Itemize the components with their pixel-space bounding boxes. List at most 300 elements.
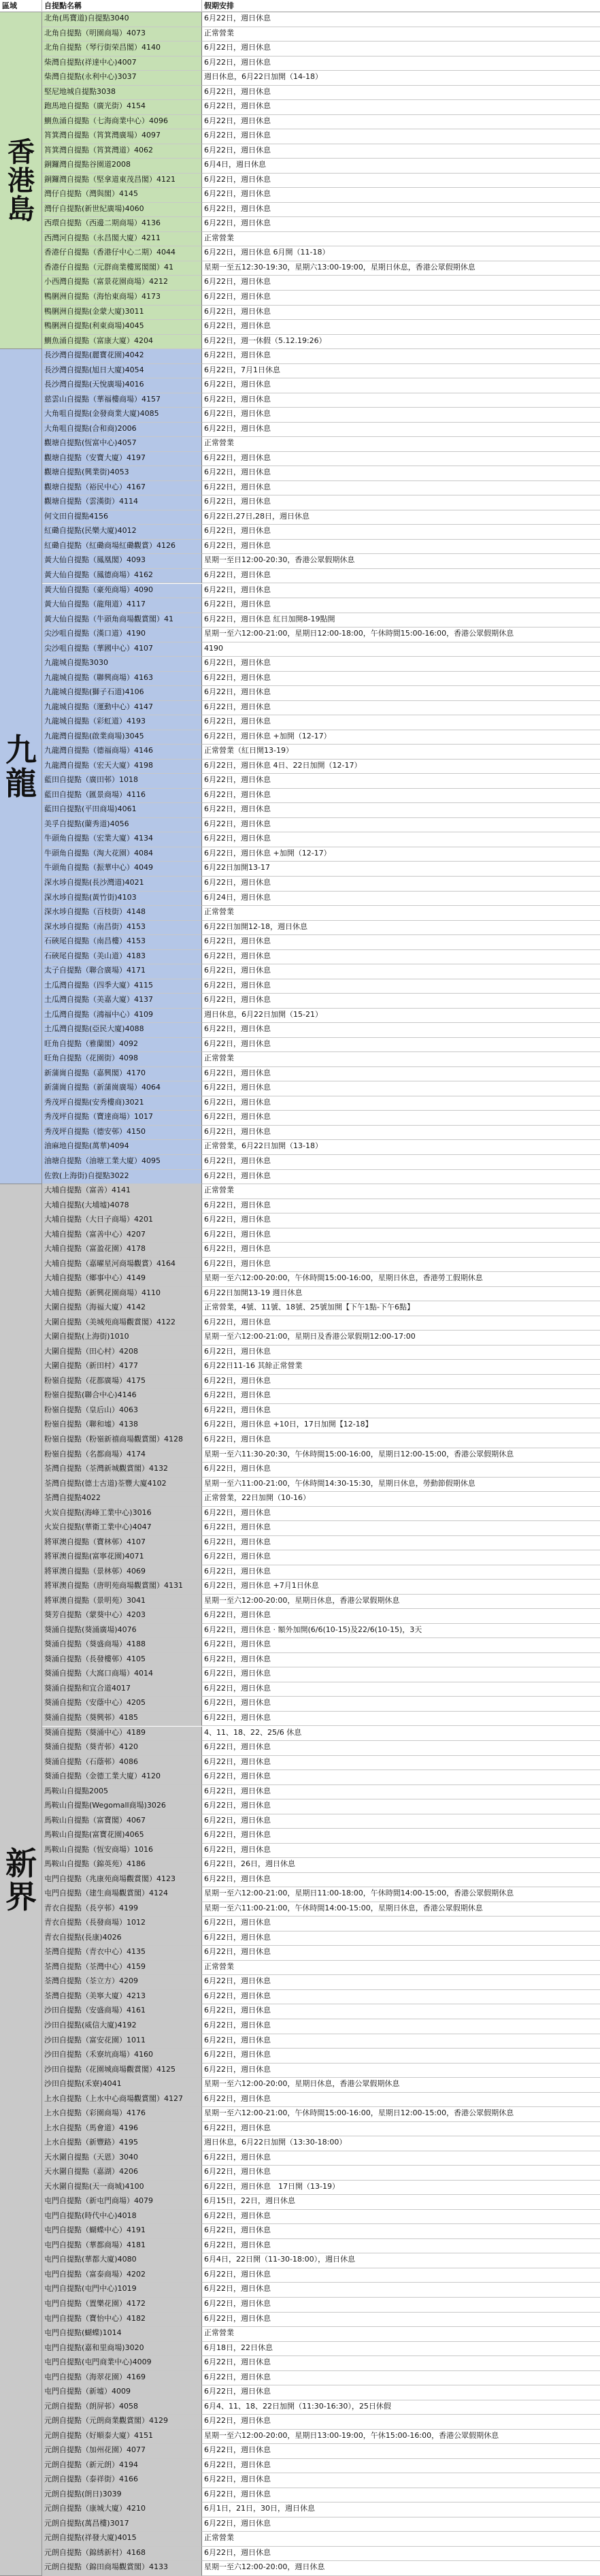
holiday-arrangement: 6月22日，週日休息 bbox=[202, 1126, 600, 1141]
holiday-arrangement: 星期一至五12:30-19:30，星期六13:00-19:00，星期日休息，香港公眾假期休息 bbox=[202, 261, 600, 276]
holiday-arrangement: 6月22日，週日休息 bbox=[202, 1096, 600, 1111]
pickup-point-name: 屯門自提點（海翠花園）4169 bbox=[42, 2371, 202, 2386]
table-row bbox=[42, 2502, 600, 2517]
table-row bbox=[42, 2430, 600, 2445]
holiday-arrangement: 週日休息，6月22日加開（15-21） bbox=[202, 1009, 600, 1024]
holiday-arrangement: 6月22日，週日休息 bbox=[202, 715, 600, 730]
pickup-point-name: 黃大仙自提點（鳳凰閣）4093 bbox=[42, 554, 202, 569]
holiday-arrangement: 6月22日，週日休息 bbox=[202, 2166, 600, 2181]
pickup-point-name: 鴨脷洲自提點(金蒙大廈)3011 bbox=[42, 306, 202, 321]
table-row bbox=[42, 1346, 600, 1360]
holiday-arrangement: 6月22日，週日休息 紅日加開8-19點開 bbox=[202, 613, 600, 628]
holiday-arrangement: 6月22日，週日休息 bbox=[202, 1682, 600, 1697]
table-row bbox=[42, 1917, 600, 1931]
holiday-arrangement: 6月22日，週日休息 bbox=[202, 1990, 600, 2005]
pickup-point-name: 荃灣自提點4022 bbox=[42, 1492, 202, 1507]
table-row bbox=[42, 950, 600, 965]
holiday-arrangement: 6月22日，週日休息 bbox=[202, 2093, 600, 2108]
pickup-point-name: 天水圍自提點（天恩）3040 bbox=[42, 2151, 202, 2166]
holiday-arrangement: 6月22日，週日休息 bbox=[202, 1346, 600, 1360]
pickup-point-name: 慈雲山自提點（華福樓商場）4157 bbox=[42, 393, 202, 408]
pickup-point-name: 觀塘自提點（裕民中心）4167 bbox=[42, 481, 202, 496]
pickup-point-name: 沙田自提點(禾寮)4041 bbox=[42, 2078, 202, 2093]
table-row bbox=[42, 1814, 600, 1829]
table-row bbox=[42, 1975, 600, 1990]
table-row bbox=[42, 1756, 600, 1771]
holiday-arrangement: 正常營業 bbox=[202, 232, 600, 247]
holiday-arrangement: 正常營業 bbox=[202, 1052, 600, 1067]
holiday-arrangement: 6月22日，週日休息 bbox=[202, 2488, 600, 2503]
table-row bbox=[42, 979, 600, 994]
table-row bbox=[42, 613, 600, 628]
holiday-arrangement: 6月22日，週日休息 bbox=[202, 2356, 600, 2371]
table-row bbox=[42, 1478, 600, 1493]
pickup-point-name: 香港仔自提點（香港仔中心二期）4044 bbox=[42, 246, 202, 261]
holiday-arrangement: 6月22日，週日休息 bbox=[202, 2371, 600, 2386]
table-row bbox=[42, 232, 600, 247]
header-name: 自提點名稱 bbox=[42, 0, 202, 12]
holiday-arrangement: 6月22日，週日休息 bbox=[202, 217, 600, 232]
pickup-point-name: 上水自提點（馬會道）4196 bbox=[42, 2122, 202, 2137]
table-row bbox=[42, 892, 600, 907]
holiday-arrangement: 6月22日，週日休息 bbox=[202, 1946, 600, 1961]
holiday-arrangement: 6月22日，週日休息 bbox=[202, 1814, 600, 1829]
pickup-point-name: 黃大仙自提點（豪苑商場）4090 bbox=[42, 584, 202, 599]
table-row bbox=[42, 2400, 600, 2415]
pickup-point-name: 元朗自提點(朗日)3039 bbox=[42, 2488, 202, 2503]
table-row bbox=[42, 877, 600, 892]
table-row bbox=[42, 1653, 600, 1668]
holiday-arrangement: 6月22日，週日休息 17日開（13-19） bbox=[202, 2181, 600, 2196]
table-row bbox=[42, 935, 600, 950]
table-row bbox=[42, 1902, 600, 1917]
table-row bbox=[42, 129, 600, 144]
table-row bbox=[42, 715, 600, 730]
pickup-point-name: 元朗自提點(祥發大廈)4015 bbox=[42, 2532, 202, 2547]
table-row bbox=[42, 378, 600, 393]
pickup-point-name: 深水埗自提點（百枝街）4148 bbox=[42, 906, 202, 921]
pickup-point-name: 元朗自提點（泰祥街）4166 bbox=[42, 2473, 202, 2488]
holiday-arrangement: 正常營業 bbox=[202, 27, 600, 42]
table-row bbox=[42, 1038, 600, 1053]
holiday-arrangement: 6月22日，週日休息 bbox=[202, 2049, 600, 2064]
table-row bbox=[42, 540, 600, 555]
pickup-point-name: 青衣自提點（長發商場）1012 bbox=[42, 1917, 202, 1931]
pickup-point-name: 柴灣自提點(永利中心)3037 bbox=[42, 71, 202, 86]
pickup-point-name: 粉嶺自提點（花都廣場）4175 bbox=[42, 1375, 202, 1390]
table-row bbox=[42, 569, 600, 584]
holiday-arrangement: 6月22日，7月1日休息 bbox=[202, 364, 600, 379]
pickup-point-name: 屯門自提點(華都大廈)4080 bbox=[42, 2253, 202, 2268]
pickup-point-name: 紅磡自提點(民樂大廈)4012 bbox=[42, 525, 202, 540]
holiday-arrangement: 星期一至六12:00-21:00，星期日及香港公眾假期12:00-17:00 bbox=[202, 1331, 600, 1346]
pickup-point-name: 荃灣自提點（荃立方）4209 bbox=[42, 1975, 202, 1990]
table-row bbox=[42, 2224, 600, 2239]
table-row bbox=[42, 1228, 600, 1243]
holiday-arrangement: 6月22日，週日休息 bbox=[202, 56, 600, 71]
pickup-point-name: 大埔自提點（富盈花園）4178 bbox=[42, 1243, 202, 1258]
pickup-point-name: 火炭自提點(海峰工業中心)3016 bbox=[42, 1507, 202, 1522]
holiday-arrangement: 6月22日，週日休息 bbox=[202, 1550, 600, 1565]
table-row bbox=[42, 554, 600, 569]
holiday-arrangement: 6月22日，週日休息 bbox=[202, 1536, 600, 1551]
pickup-point-name: 上水自提點（彩園商場）4176 bbox=[42, 2107, 202, 2122]
pickup-point-name: 九龍城自提點3030 bbox=[42, 657, 202, 672]
holiday-arrangement: 6月22日，週日休息 bbox=[202, 598, 600, 613]
region-label-hk bbox=[0, 138, 42, 224]
table-row bbox=[42, 2327, 600, 2342]
table-row bbox=[42, 1287, 600, 1302]
table-row bbox=[42, 1829, 600, 1844]
table-row bbox=[42, 2342, 600, 2357]
pickup-point-name: 秀茂坪自提點（德安邨）4150 bbox=[42, 1126, 202, 1141]
holiday-arrangement: 6月22日，週日休息 bbox=[202, 2473, 600, 2488]
region-label-kl bbox=[0, 734, 42, 800]
holiday-arrangement: 6月4日，22日開（11-30-18:00），週日休息 bbox=[202, 2253, 600, 2268]
pickup-point-name: 尖沙咀自提點（漢口道）4190 bbox=[42, 627, 202, 642]
table-row bbox=[42, 2473, 600, 2488]
table-row bbox=[42, 1624, 600, 1639]
holiday-arrangement: 6月22日，週日休息 bbox=[202, 584, 600, 599]
holiday-arrangement: 6月22日，週日休息 bbox=[202, 2298, 600, 2313]
pickup-point-name: 屯門自提點(嘉和里商場)3020 bbox=[42, 2342, 202, 2357]
pickup-point-name: 葵涌自提點（長發樓邨）4105 bbox=[42, 1653, 202, 1668]
holiday-arrangement: 6月22日，週日休息 +加開（12-17） bbox=[202, 730, 600, 745]
holiday-arrangement: 6月22日，週日休息 bbox=[202, 1667, 600, 1682]
pickup-point-name: 九龍城自提點（聯興商場）4163 bbox=[42, 672, 202, 687]
region-label-char: 港 bbox=[7, 165, 35, 197]
pickup-point-name: 荃灣自提點（荃灣中心）4159 bbox=[42, 1961, 202, 1976]
table-row bbox=[42, 27, 600, 42]
pickup-point-name: 沙田自提點（禾寮坑商場）4160 bbox=[42, 2049, 202, 2064]
pickup-point-name: 天水圍自提點(天一商城)4100 bbox=[42, 2181, 202, 2196]
table-row bbox=[42, 2019, 600, 2034]
pickup-point-name: 黃大仙自提點（龍翔道）4117 bbox=[42, 598, 202, 613]
table-row bbox=[42, 2547, 600, 2562]
table-row bbox=[42, 2034, 600, 2049]
pickup-point-name: 青衣自提點（長亨邨）4199 bbox=[42, 1902, 202, 1917]
pickup-point-name: 葵涌自提點（大窩口商場）4014 bbox=[42, 1667, 202, 1682]
table-row bbox=[42, 686, 600, 701]
pickup-point-name: 屯門自提點（寶怡中心）4182 bbox=[42, 2313, 202, 2328]
table-row bbox=[42, 1946, 600, 1961]
holiday-arrangement: 正常營業 bbox=[202, 906, 600, 921]
pickup-point-name: 粉嶺自提點（名都商場）4174 bbox=[42, 1448, 202, 1463]
table-row bbox=[42, 2181, 600, 2196]
table-row bbox=[42, 1170, 600, 1185]
holiday-arrangement: 星期一至六12:00-20:00，午休時間15:00-16:00，星期日休息，香港勞工假期休息 bbox=[202, 1272, 600, 1287]
pickup-point-name: 灣仔自提點（灣與閣）4145 bbox=[42, 188, 202, 203]
pickup-point-name: 觀塘自提點（安寶大廈）4197 bbox=[42, 452, 202, 467]
table-row bbox=[42, 2253, 600, 2268]
holiday-arrangement: 6月15日，22日，週日休息 bbox=[202, 2195, 600, 2210]
pickup-point-name: 荃灣自提點（荃灣新城觀賞閣）4132 bbox=[42, 1463, 202, 1478]
holiday-arrangement: 6月22日，週日休息 bbox=[202, 1931, 600, 1946]
holiday-arrangement: 6月22日，週日休息 bbox=[202, 481, 600, 496]
pickup-point-name: 九龍城自提點（彩虹道）4193 bbox=[42, 715, 202, 730]
holiday-arrangement: 6月22日，週日休息 bbox=[202, 1038, 600, 1053]
table-row bbox=[42, 627, 600, 642]
pickup-point-name: 大圍自提點（新田村）4177 bbox=[42, 1360, 202, 1375]
holiday-arrangement: 6月22日，週日休息 bbox=[202, 144, 600, 159]
pickup-point-name: 旺角自提點（花園街）4098 bbox=[42, 1052, 202, 1067]
holiday-arrangement: 6月22日，週日休息 bbox=[202, 1433, 600, 1448]
table-row bbox=[42, 1990, 600, 2005]
holiday-arrangement: 星期一至六12:00-20:00，週日休息 bbox=[202, 2561, 600, 2576]
table-row bbox=[42, 1052, 600, 1067]
table-row bbox=[42, 964, 600, 979]
table-row bbox=[42, 1081, 600, 1096]
table-row bbox=[42, 2064, 600, 2078]
holiday-arrangement: 星期一至六11:00-21:00，午休時間14:00-15:00，星期日休息，香港公眾假期休息 bbox=[202, 1902, 600, 1917]
holiday-arrangement: 6月22日,27日,28日，週日休息 bbox=[202, 510, 600, 525]
holiday-arrangement: 6月22日，週日休息 bbox=[202, 832, 600, 847]
header-region: 區域 bbox=[0, 0, 42, 12]
holiday-arrangement: 6月24日，週日休息 bbox=[202, 892, 600, 907]
holiday-arrangement: 6月22日，週日休息 bbox=[202, 1243, 600, 1258]
holiday-arrangement: 星期一至六11:30-20:30，午休時間15:00-16:00，星期日12:00-15:00，香港公眾假期休息 bbox=[202, 1448, 600, 1463]
pickup-point-name: 屯門自提點（兆康苑商場觀賞閣）4123 bbox=[42, 1873, 202, 1888]
pickup-point-name: 沙田自提點（安盛商場）4161 bbox=[42, 2004, 202, 2019]
pickup-point-name: 葵涌自提點（安蔭中心）4205 bbox=[42, 1697, 202, 1712]
holiday-arrangement: 6月4日，週日休息 bbox=[202, 159, 600, 174]
table-row bbox=[42, 657, 600, 672]
holiday-arrangement: 6月22日，週日休息 bbox=[202, 1507, 600, 1522]
table-row bbox=[42, 2313, 600, 2328]
pickup-point-name: 上水自提點（上水中心商場觀賞閣）4127 bbox=[42, 2093, 202, 2108]
table-row bbox=[42, 730, 600, 745]
pickup-point-name: 大角咀自提點(合和商)2006 bbox=[42, 423, 202, 438]
pickup-point-name: 小西灣自提點（富景花園商場）4212 bbox=[42, 276, 202, 291]
holiday-arrangement: 正常營業 bbox=[202, 437, 600, 452]
table-row bbox=[42, 1009, 600, 1024]
table-row bbox=[42, 1155, 600, 1170]
table-row bbox=[42, 2459, 600, 2474]
holiday-arrangement: 6月22日，週日休息 bbox=[202, 701, 600, 716]
table-row bbox=[42, 847, 600, 862]
holiday-arrangement: 正常營業，4號、11號、18號、25號加開【下午1點-下午6點】 bbox=[202, 1301, 600, 1316]
holiday-arrangement: 星期一至六11:00-21:00，午休時間14:30-15:30，星期日休息，勞動節假期休息 bbox=[202, 1478, 600, 1493]
table-row bbox=[42, 803, 600, 818]
holiday-arrangement: 6月22日，週日休息 bbox=[202, 1756, 600, 1771]
pickup-point-name: 粉嶺自提點（皇后山）4063 bbox=[42, 1404, 202, 1419]
pickup-point-name: 長沙灣自提點(麗寶花園)4042 bbox=[42, 349, 202, 364]
table-row bbox=[42, 1418, 600, 1433]
holiday-arrangement: 6月22日，週日休息 bbox=[202, 2004, 600, 2019]
pickup-point-name: 將軍澳自提點（景林邨）4069 bbox=[42, 1565, 202, 1580]
holiday-arrangement: 6月22日，週日休息 bbox=[202, 964, 600, 979]
holiday-arrangement: 6月22日，週日休息 bbox=[202, 877, 600, 892]
pickup-point-name: 九龍灣自提點(啟業商場)3045 bbox=[42, 730, 202, 745]
table-row bbox=[42, 1258, 600, 1273]
holiday-arrangement: 6月22日，週日休息 bbox=[202, 2444, 600, 2459]
pickup-point-name: 馬鞍山自提點（錦英苑）4186 bbox=[42, 1858, 202, 1873]
holiday-arrangement: 正常營業，22日加開（10-16） bbox=[202, 1492, 600, 1507]
table-row bbox=[42, 115, 600, 130]
table-row bbox=[42, 1638, 600, 1653]
pickup-point-name: 土瓜灣自提點（鴻福中心）4109 bbox=[42, 1009, 202, 1024]
holiday-arrangement: 6月22日，週日休息 · 額外加開(6/6(10-15)及22/6(10-15)，3天 bbox=[202, 1624, 600, 1639]
pickup-point-name: 元朗自提點（加州花園）4077 bbox=[42, 2444, 202, 2459]
pickup-point-name: 粉嶺自提點(聯合中心)4146 bbox=[42, 1389, 202, 1404]
holiday-arrangement: 6月22日，週日休息 bbox=[202, 1653, 600, 1668]
pickup-point-name: 屯門自提點（富泰商場）4202 bbox=[42, 2268, 202, 2283]
pickup-point-name: 銅鑼灣自提點谷園道2008 bbox=[42, 159, 202, 174]
holiday-arrangement: 6月22日，週日休息 bbox=[202, 2313, 600, 2328]
table-row bbox=[42, 1931, 600, 1946]
holiday-arrangement: 6月22日，週日休息 bbox=[202, 1463, 600, 1478]
pickup-point-name: 北角自提點（明園商場）4073 bbox=[42, 27, 202, 42]
pickup-point-name: 荃灣自提點（青衣中心）4135 bbox=[42, 1946, 202, 1961]
table-row bbox=[42, 672, 600, 687]
pickup-point-name: 石硤尾自提點（南昌樓）4153 bbox=[42, 935, 202, 950]
pickup-point-name: 大埔自提點（富善）4141 bbox=[42, 1184, 202, 1199]
holiday-arrangement: 正常營業，6月22日加開（13-18） bbox=[202, 1140, 600, 1155]
holiday-arrangement: 6月22日，週日休息 bbox=[202, 979, 600, 994]
pickup-point-name: 紅磡自提點（紅磡商場紅磡觀賞）4126 bbox=[42, 540, 202, 555]
pickup-point-name: 沙田自提點(威信大廈)4192 bbox=[42, 2019, 202, 2034]
pickup-point-name: 油塘自提點（油塘工業大廈）4095 bbox=[42, 1155, 202, 1170]
table-row bbox=[42, 2517, 600, 2532]
pickup-point-name: 葵涌自提點和宜合道4017 bbox=[42, 1682, 202, 1697]
region-label-nt bbox=[0, 1847, 42, 1913]
holiday-arrangement: 正常營業 bbox=[202, 1184, 600, 1199]
holiday-arrangement: 6月22日，週日休息 bbox=[202, 994, 600, 1009]
pickup-point-name: 大角咀自提點(金發商業大廈)4085 bbox=[42, 408, 202, 423]
table-row bbox=[42, 1360, 600, 1375]
table-row bbox=[42, 1770, 600, 1785]
table-row bbox=[42, 56, 600, 71]
table-row bbox=[42, 217, 600, 232]
pickup-point-name: 美孚自提點(蘭秀道)4056 bbox=[42, 818, 202, 833]
holiday-arrangement: 6月22日，週日休息 +加開（12-17） bbox=[202, 847, 600, 862]
table-row bbox=[42, 1873, 600, 1888]
table-row bbox=[42, 1697, 600, 1712]
pickup-point-name: 元朗自提點（朗屏邨）4058 bbox=[42, 2400, 202, 2415]
holiday-arrangement: 6月22日，週日休息 bbox=[202, 452, 600, 467]
pickup-point-name: 青衣自提點(長康)4026 bbox=[42, 1931, 202, 1946]
holiday-arrangement: 6月4、11、18、22日加開（11:30-16:30），25日休假 bbox=[202, 2400, 600, 2415]
pickup-point-name: 元朗自提點（錦綉新村）4168 bbox=[42, 2547, 202, 2562]
pickup-point-name: 黃大仙自提點（牛頭角商場觀賞閣）41 bbox=[42, 613, 202, 628]
table-row bbox=[42, 349, 600, 364]
table-row bbox=[42, 1096, 600, 1111]
table-row bbox=[42, 584, 600, 599]
table-row bbox=[42, 481, 600, 496]
holiday-arrangement: 6月22日，週日休息 bbox=[202, 188, 600, 203]
pickup-point-name: 銅鑼灣自提點（堅拿道東茂昌閣）4121 bbox=[42, 174, 202, 189]
pickup-point-name: 旺角自提點（雅蘭閣）4092 bbox=[42, 1038, 202, 1053]
pickup-point-name: 屯門自提點（新墟）4009 bbox=[42, 2385, 202, 2400]
holiday-arrangement: 6月22日，週日休息 bbox=[202, 423, 600, 438]
pickup-point-name: 葵涌自提點（葵涌中心）4189 bbox=[42, 1727, 202, 1742]
pickup-point-name: 深水埗自提點(黃竹街)4103 bbox=[42, 892, 202, 907]
holiday-arrangement: 6月22日，週日休息 bbox=[202, 1917, 600, 1931]
pickup-point-name: 葵芳自提點（蒙葵中心）4203 bbox=[42, 1609, 202, 1624]
table-row bbox=[42, 1521, 600, 1536]
pickup-point-name: 鰂魚涌自提點（富康大廈）4204 bbox=[42, 335, 202, 350]
table-row bbox=[42, 71, 600, 86]
pickup-point-name: 葵涌自提點（金德工業大廈）4120 bbox=[42, 1770, 202, 1785]
table-row bbox=[42, 525, 600, 540]
table-row bbox=[42, 2239, 600, 2254]
holiday-arrangement: 6月22日加開13-19 週日休息 bbox=[202, 1287, 600, 1302]
holiday-arrangement: 6月22日，週日休息 bbox=[202, 12, 600, 27]
pickup-point-name: 大埔自提點（鄉事中心）4149 bbox=[42, 1272, 202, 1287]
table-row bbox=[42, 1301, 600, 1316]
region-label-char: 島 bbox=[7, 193, 35, 225]
table-row bbox=[42, 2356, 600, 2371]
holiday-arrangement: 6月22日，週日休息 4日、22日加開（12-17） bbox=[202, 760, 600, 775]
holiday-arrangement: 6月22日，週日休息 bbox=[202, 86, 600, 101]
table-row bbox=[42, 1111, 600, 1126]
holiday-arrangement: 6月22日，週日休息 bbox=[202, 1155, 600, 1170]
table-row bbox=[42, 2166, 600, 2181]
holiday-arrangement: 6月22日，週日休息 bbox=[202, 672, 600, 687]
pickup-point-name: 觀塘自提點(恆富中心)4057 bbox=[42, 437, 202, 452]
pickup-point-name: 土瓜灣自提點（四季大廈）4115 bbox=[42, 979, 202, 994]
table-row bbox=[42, 306, 600, 321]
table-row bbox=[42, 1741, 600, 1756]
pickup-point-name: 粉嶺自提點（聯和墟）4138 bbox=[42, 1418, 202, 1433]
pickup-point-name: 牛頭角自提點（宏業大廈）4134 bbox=[42, 832, 202, 847]
region-label-char: 界 bbox=[5, 1878, 37, 1915]
table-row bbox=[42, 2561, 600, 2576]
table-row bbox=[42, 466, 600, 481]
holiday-arrangement: 6月22日，週日休息 bbox=[202, 540, 600, 555]
pickup-point-name: 馬鞍山自提點（恆安商場）1016 bbox=[42, 1844, 202, 1859]
pickup-point-name: 馬鞍山自提點(Wegomall商場)3026 bbox=[42, 1799, 202, 1814]
holiday-arrangement: 6月22日，週日休息 bbox=[202, 408, 600, 423]
pickup-point-name: 荃灣自提點(德士古道)荃豐大廈4102 bbox=[42, 1478, 202, 1493]
table-row bbox=[42, 1609, 600, 1624]
holiday-arrangement: 6月22日，週日休息 bbox=[202, 2019, 600, 2034]
pickup-point-name: 筲箕灣自提點（筲箕灣廣場）4097 bbox=[42, 129, 202, 144]
table-row bbox=[42, 510, 600, 525]
pickup-point-name: 藍田自提點(平田商場)4061 bbox=[42, 803, 202, 818]
holiday-arrangement: 6月22日，週日休息 bbox=[202, 1697, 600, 1712]
holiday-arrangement: 6月22日，週日休息 bbox=[202, 1170, 600, 1185]
holiday-arrangement: 6月22日，週日休息 bbox=[202, 525, 600, 540]
holiday-arrangement: 6月22日，週日休息 bbox=[202, 1023, 600, 1038]
table-row bbox=[42, 1785, 600, 1800]
table-row bbox=[42, 1213, 600, 1228]
pickup-point-name: 葵涌自提點（葵青邨）4120 bbox=[42, 1741, 202, 1756]
pickup-point-name: 灣仔自提點(新世紀廣場)4060 bbox=[42, 203, 202, 218]
holiday-arrangement: 6月22日，週日休息 bbox=[202, 686, 600, 701]
table-row bbox=[42, 1389, 600, 1404]
pickup-point-name: 屯門自提點（置樂花園）4172 bbox=[42, 2298, 202, 2313]
holiday-arrangement: 6月22日，週日休息 bbox=[202, 203, 600, 218]
table-row bbox=[42, 393, 600, 408]
table-row bbox=[42, 2107, 600, 2122]
table-row bbox=[42, 1199, 600, 1214]
pickup-point-name: 上水自提點（新豐路）4195 bbox=[42, 2136, 202, 2151]
pickup-point-name: 元朗自提點（好順泰大廈）4151 bbox=[42, 2430, 202, 2445]
holiday-arrangement: 星期一至六12:00-20:00，星期日休息，香港公眾假期休息 bbox=[202, 1595, 600, 1610]
table-row bbox=[42, 1492, 600, 1507]
pickup-point-name: 馬鞍山自提點2005 bbox=[42, 1785, 202, 1800]
table-row bbox=[42, 174, 600, 189]
pickup-point-name: 屯門自提點(屯門中心)1019 bbox=[42, 2283, 202, 2298]
pickup-point-name: 屯門自提點（華都商場）4181 bbox=[42, 2239, 202, 2254]
pickup-point-name: 黃大仙自提點（鳳德商場）4162 bbox=[42, 569, 202, 584]
holiday-arrangement: 6月22日11-16 其餘正常營業 bbox=[202, 1360, 600, 1375]
holiday-arrangement: 6月22日，週日休息 bbox=[202, 1521, 600, 1536]
holiday-arrangement: 6月22日，週日休息 bbox=[202, 2385, 600, 2400]
table-row bbox=[42, 2151, 600, 2166]
table-row bbox=[42, 2488, 600, 2503]
